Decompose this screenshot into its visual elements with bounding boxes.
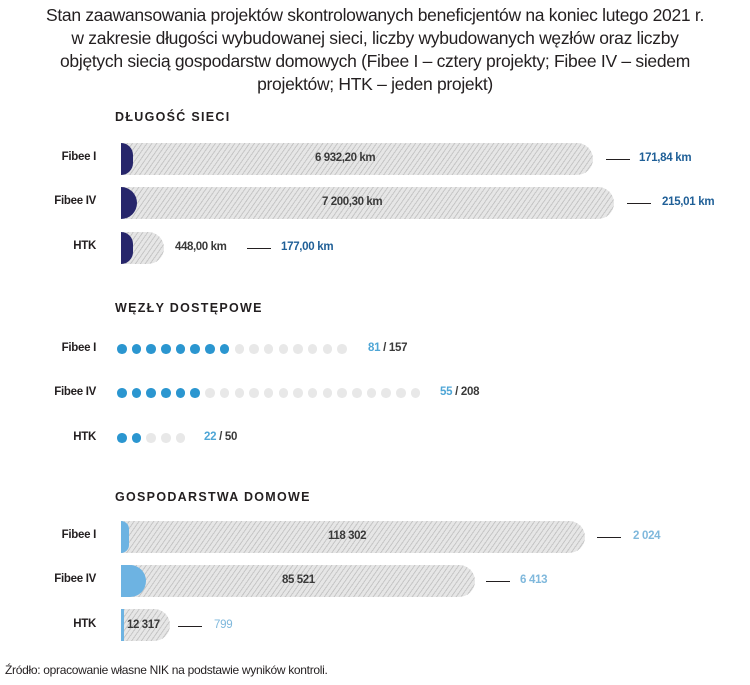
node-dot-planned (323, 388, 333, 398)
node-dot-planned (396, 388, 406, 398)
node-dot-planned (367, 388, 377, 398)
node-dot-planned (176, 433, 186, 443)
node-dot-planned (337, 388, 347, 398)
network-planned-fibee-i: 6 932,20 km (315, 152, 376, 164)
node-dot-planned (235, 388, 245, 398)
network-planned-htk: 448,00 km (175, 241, 227, 253)
network-built-fibee-i: 171,84 km (639, 152, 692, 164)
node-dot-planned (161, 433, 171, 443)
section-title-network: DŁUGOŚĆ SIECI (115, 110, 231, 124)
node-dot-planned (249, 388, 259, 398)
node-dot-built (117, 388, 127, 398)
node-dot-planned (264, 388, 274, 398)
title-line-3: objętych siecią gospodarstw domowych (Fibee I – cztery projekty; Fibee IV – siedem (59, 51, 690, 71)
households-planned-fibee-i: 118 302 (328, 530, 367, 542)
section-title-households: GOSPODARSTWA DOMOWE (115, 490, 311, 504)
node-dot-planned (352, 388, 362, 398)
node-dot-built (132, 344, 142, 354)
node-dot-built (161, 388, 171, 398)
households-built-fibee-iv: 6 413 (520, 574, 548, 586)
node-dot-built (176, 344, 186, 354)
node-dot-planned (308, 344, 318, 354)
network-built-segment (121, 187, 137, 219)
node-dot-built (205, 344, 215, 354)
row-label-households-fibee-i: Fibee I (61, 529, 96, 541)
leader-line (606, 159, 630, 160)
node-dot-built (190, 344, 200, 354)
row-label-households-fibee-iv: Fibee IV (54, 573, 96, 585)
network-built-htk: 177,00 km (281, 241, 334, 253)
node-dot-planned (308, 388, 318, 398)
households-built-segment (121, 565, 146, 597)
node-dot-planned (279, 388, 289, 398)
row-label-nodes-fibee-iv: Fibee IV (54, 386, 96, 398)
households-built-fibee-i: 2 024 (633, 530, 661, 542)
leader-line (247, 248, 271, 249)
leader-line (627, 203, 651, 204)
leader-line (178, 626, 202, 627)
network-built-segment (121, 143, 133, 175)
node-dot-planned (411, 388, 421, 398)
node-dot-built (146, 388, 156, 398)
nodes-total-value: / 157 (383, 342, 408, 354)
row-label-households-htk: HTK (73, 618, 96, 630)
node-dot-planned (381, 388, 391, 398)
node-dot-built (132, 388, 142, 398)
row-label-network-htk: HTK (73, 240, 96, 252)
nodes-built-value: 81 (368, 342, 381, 354)
node-dot-planned (146, 433, 156, 443)
node-dot-planned (337, 344, 347, 354)
node-dot-planned (205, 388, 215, 398)
node-dot-built (220, 344, 230, 354)
node-dot-built (117, 433, 127, 443)
network-built-fibee-iv: 215,01 km (662, 196, 715, 208)
households-planned-fibee-iv: 85 521 (282, 574, 315, 586)
node-dot-planned (264, 344, 274, 354)
node-dot-planned (249, 344, 259, 354)
nodes-dots-fibee-iv (117, 388, 425, 398)
node-dot-built (176, 388, 186, 398)
node-dot-planned (235, 344, 245, 354)
node-dot-planned (279, 344, 289, 354)
node-dot-built (117, 344, 127, 354)
nodes-total-value: / 50 (219, 431, 238, 443)
node-dot-built (190, 388, 200, 398)
leader-line (486, 581, 510, 582)
chart-title (0, 4, 750, 96)
node-dot-planned (293, 388, 303, 398)
households-built-htk: 799 (214, 619, 233, 631)
nodes-built-value: 22 (204, 431, 217, 443)
title-line-4: projektów; HTK – jeden projekt) (257, 74, 493, 94)
node-dot-built (146, 344, 156, 354)
households-built-segment (121, 609, 124, 641)
nodes-count-htk (204, 431, 237, 443)
node-dot-planned (293, 344, 303, 354)
leader-line (597, 537, 621, 538)
title-line-2: w zakresie długości wybudowanej sieci, liczby wybudowanych węzłów oraz liczby (71, 28, 679, 48)
network-bar-htk (121, 232, 164, 264)
section-title-nodes: WĘZŁY DOSTĘPOWE (115, 301, 263, 315)
source-note: Źródło: opracowanie własne NIK na podstawie wyników kontroli. (5, 663, 328, 677)
row-label-nodes-fibee-i: Fibee I (61, 342, 96, 354)
node-dot-built (161, 344, 171, 354)
nodes-dots-fibee-i (117, 344, 352, 354)
nodes-total-value: / 208 (455, 386, 480, 398)
network-planned-fibee-iv: 7 200,30 km (322, 196, 383, 208)
nodes-count-fibee-i (368, 342, 407, 354)
nodes-count-fibee-iv (440, 386, 479, 398)
row-label-network-fibee-i: Fibee I (61, 151, 96, 163)
node-dot-built (132, 433, 142, 443)
row-label-network-fibee-iv: Fibee IV (54, 195, 96, 207)
row-label-nodes-htk: HTK (73, 431, 96, 443)
title-line-1: Stan zaawansowania projektów skontrolowanych beneficjentów na koniec lutego 2021 r. (45, 5, 705, 25)
households-planned-htk: 12 317 (127, 619, 160, 631)
households-built-segment (121, 521, 129, 553)
nodes-dots-htk (117, 433, 190, 443)
nodes-built-value: 55 (440, 386, 453, 398)
network-built-segment (121, 232, 133, 264)
node-dot-planned (220, 388, 230, 398)
node-dot-planned (323, 344, 333, 354)
